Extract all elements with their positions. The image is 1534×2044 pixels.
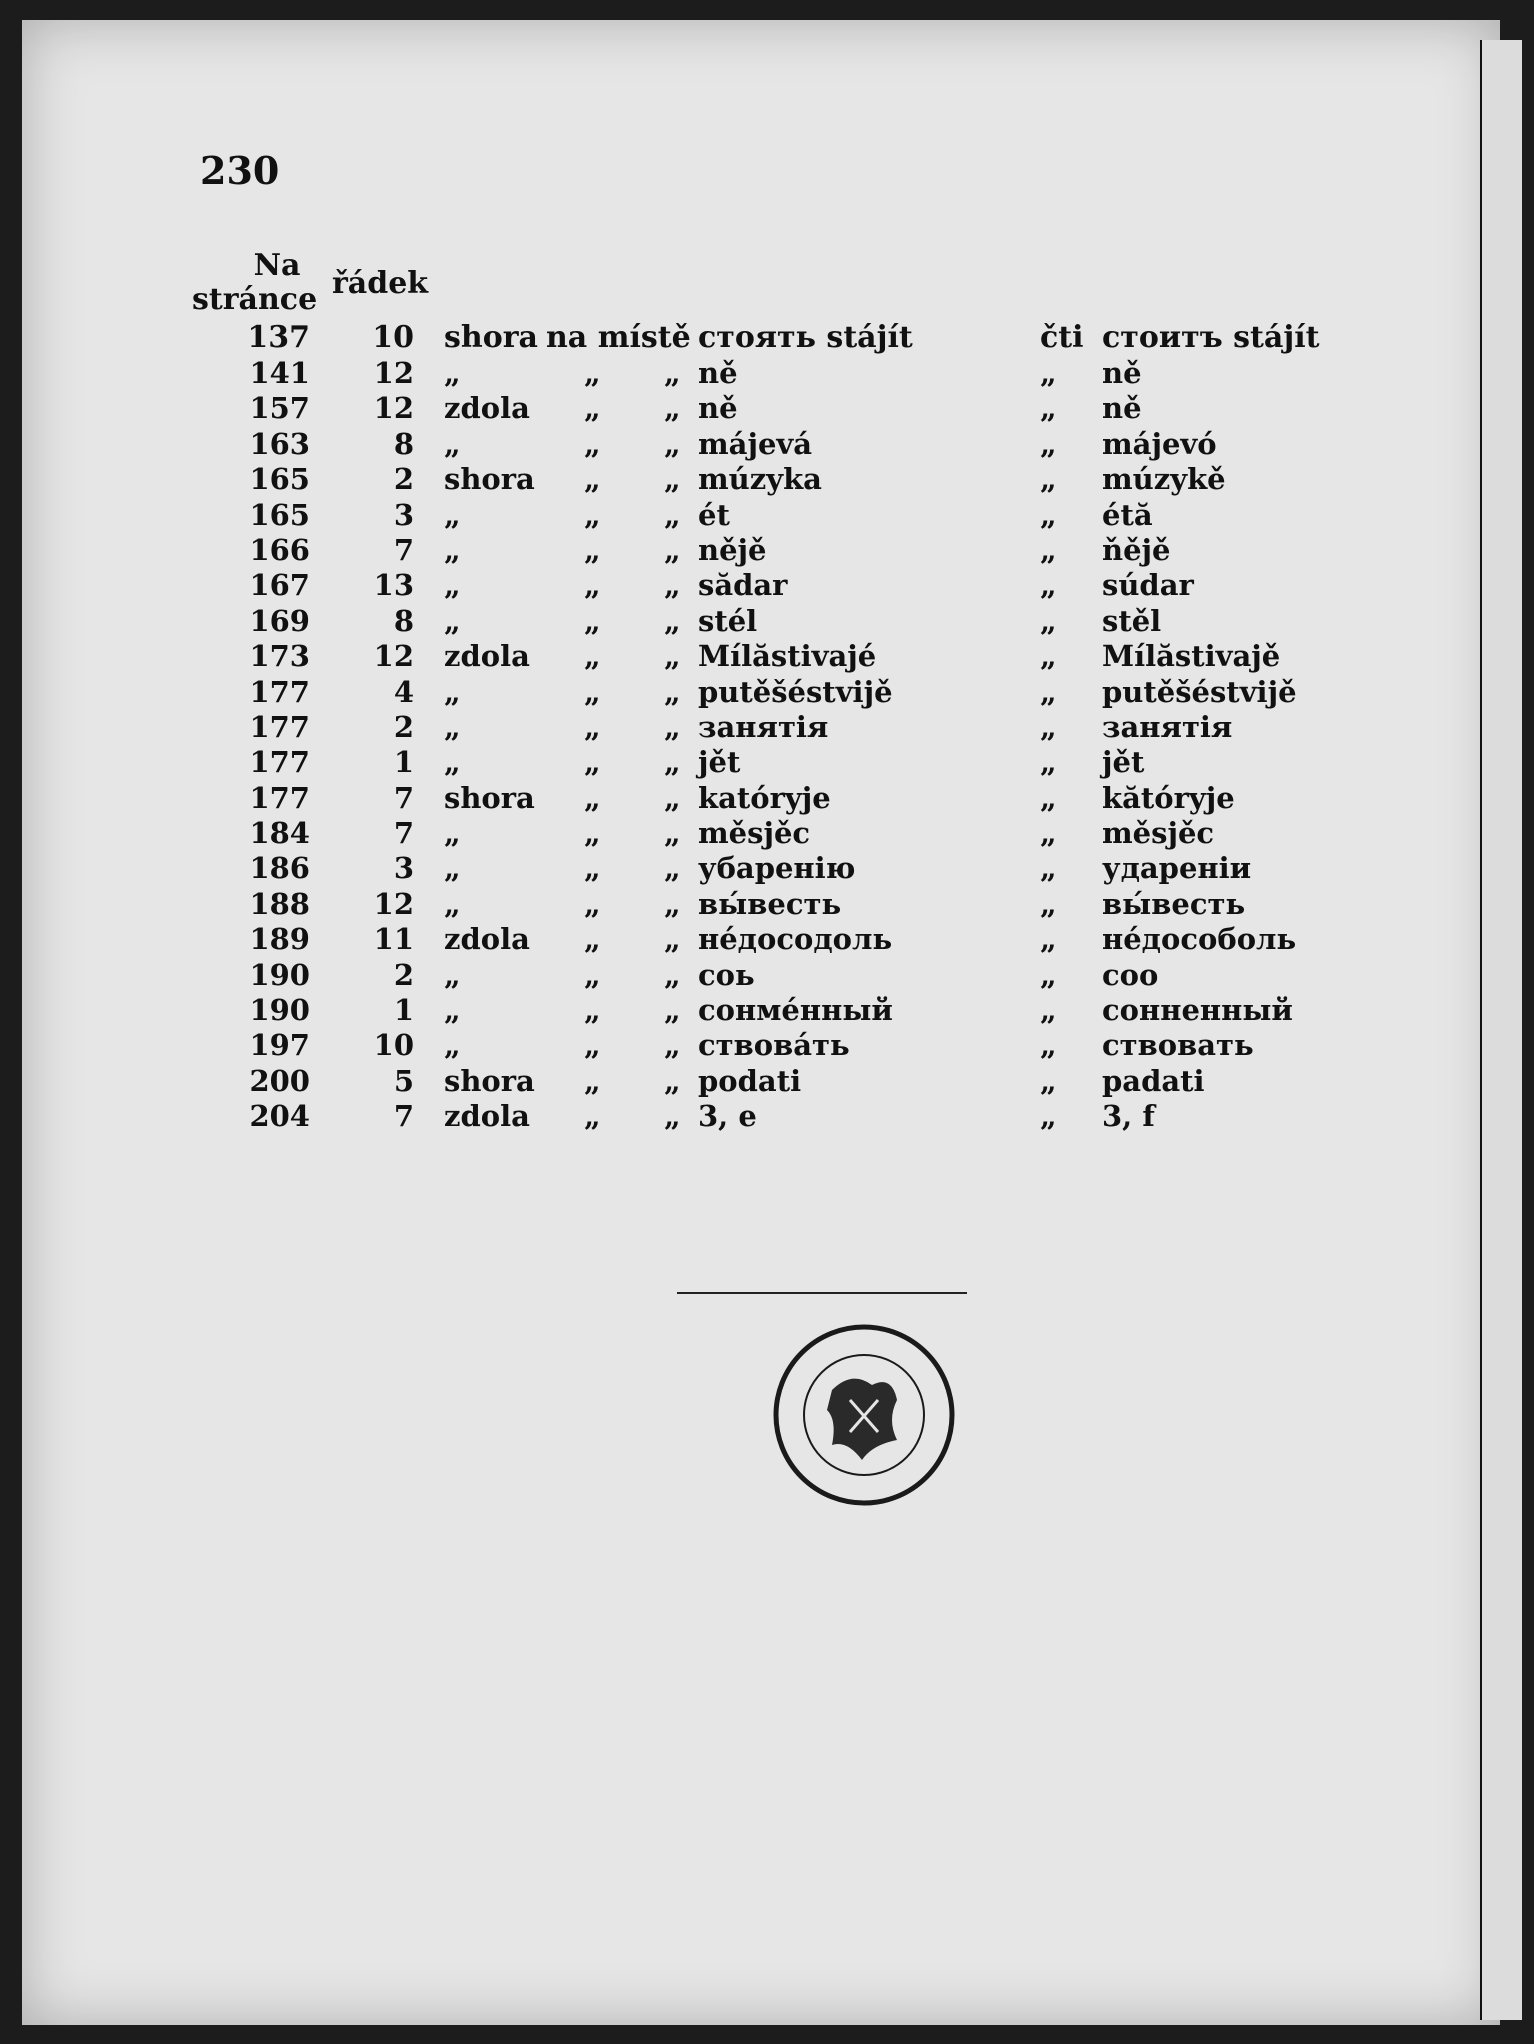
row-direction: „	[444, 603, 461, 638]
divider-rule	[677, 1292, 967, 1294]
row-page: 190	[249, 993, 310, 1028]
row-page: 165	[249, 462, 310, 497]
book-page	[22, 20, 1500, 2025]
row-direction: „	[444, 497, 461, 532]
row-line: 2	[393, 709, 414, 744]
row-read: „	[1040, 532, 1057, 567]
row-line: 7	[393, 1099, 414, 1134]
table-row	[22, 922, 1500, 957]
row-ditto-2: „	[664, 745, 681, 780]
row-ditto-1: „	[584, 957, 601, 992]
row-direction: zdola	[444, 639, 530, 674]
row-correct-text: 3, f	[1102, 1099, 1155, 1134]
table-row	[22, 356, 1500, 391]
row-ditto-1: „	[584, 851, 601, 886]
row-page: 190	[249, 957, 310, 992]
row-line: 5	[393, 1063, 414, 1098]
row-line: 8	[393, 426, 414, 461]
row-page: 157	[249, 391, 310, 426]
row-page: 197	[249, 1028, 310, 1063]
table-row	[22, 639, 1500, 674]
row-direction: „	[444, 568, 461, 603]
row-ditto-2: „	[664, 674, 681, 709]
table-row	[22, 533, 1500, 568]
row-ditto-2: „	[664, 780, 681, 815]
row-correct-text: нéдособоль	[1102, 922, 1297, 957]
row-page: 189	[249, 922, 310, 957]
row-ditto-1: „	[584, 603, 601, 638]
row-wrong-text: нéдосодоль	[698, 922, 893, 957]
row-wrong-text: убаренію	[698, 851, 856, 886]
table-row	[22, 816, 1500, 851]
library-stamp-icon	[762, 1320, 967, 1510]
row-ditto-2: „	[664, 639, 681, 674]
row-correct-text: súdar	[1102, 568, 1194, 603]
row-wrong-text: jět	[698, 745, 741, 780]
row-page: 186	[249, 851, 310, 886]
table-row	[22, 887, 1500, 922]
row-read: „	[1040, 603, 1057, 638]
row-direction: zdola	[444, 922, 530, 957]
row-page: 165	[249, 497, 310, 532]
row-correct-text: étă	[1102, 497, 1153, 532]
row-wrong-text: ně	[698, 391, 738, 426]
row-line: 4	[393, 674, 414, 709]
page-number: 230	[200, 148, 280, 193]
header-row-page: 137	[247, 320, 310, 355]
row-correct-text: ně	[1102, 391, 1142, 426]
row-page: 169	[249, 603, 310, 638]
row-wrong-text: měsjěc	[698, 816, 811, 851]
row-read: „	[1040, 639, 1057, 674]
row-read: „	[1040, 462, 1057, 497]
row-read: „	[1040, 780, 1057, 815]
row-direction: „	[444, 993, 461, 1028]
row-wrong-text: stél	[698, 603, 758, 638]
row-read: „	[1040, 568, 1057, 603]
row-correct-text: jět	[1102, 745, 1145, 780]
row-ditto-2: „	[664, 816, 681, 851]
row-read: „	[1040, 993, 1057, 1028]
header-direction: shora	[444, 320, 538, 355]
row-line: 12	[373, 356, 414, 390]
row-line: 3	[393, 851, 414, 886]
row-direction: „	[444, 532, 461, 567]
row-ditto-1: „	[584, 568, 601, 603]
row-read: „	[1040, 886, 1057, 921]
row-correct-text: занятія	[1102, 709, 1233, 744]
header-line: řádek	[332, 266, 429, 301]
row-correct-text: putěšéstvijě	[1102, 674, 1297, 709]
row-correct-text: ствовать	[1102, 1028, 1254, 1063]
row-correct-text: сонненный	[1102, 993, 1293, 1028]
row-direction: „	[444, 709, 461, 744]
row-read: „	[1040, 1099, 1057, 1134]
table-row	[22, 427, 1500, 462]
row-direction: „	[444, 816, 461, 851]
header-instead: na místě	[546, 320, 691, 355]
table-row	[22, 391, 1500, 426]
row-line: 13	[373, 568, 414, 603]
row-ditto-2: „	[664, 1028, 681, 1063]
row-page: 204	[249, 1099, 310, 1134]
row-page: 177	[249, 745, 310, 780]
row-ditto-2: „	[664, 993, 681, 1028]
row-ditto-2: „	[664, 497, 681, 532]
row-wrong-text: 3, e	[698, 1099, 757, 1134]
row-ditto-2: „	[664, 426, 681, 461]
row-page: 177	[249, 780, 310, 815]
row-correct-text: múzykě	[1102, 462, 1226, 497]
table-row	[22, 1064, 1500, 1099]
row-direction: „	[444, 851, 461, 886]
row-ditto-2: „	[664, 851, 681, 886]
row-wrong-text: Mílăstivajé	[698, 639, 877, 674]
row-ditto-2: „	[664, 568, 681, 603]
row-line: 10	[373, 1028, 414, 1063]
row-wrong-text: múzyka	[698, 462, 822, 497]
row-wrong-text: ně	[698, 356, 738, 390]
row-wrong-text: вы́весть	[698, 886, 842, 921]
row-ditto-2: „	[664, 462, 681, 497]
row-line: 1	[393, 993, 414, 1028]
row-wrong-text: ствова́ть	[698, 1028, 850, 1063]
row-read: „	[1040, 1028, 1057, 1063]
row-ditto-2: „	[664, 603, 681, 638]
row-read: „	[1040, 426, 1057, 461]
row-read: „	[1040, 851, 1057, 886]
row-direction: zdola	[444, 391, 530, 426]
table-row	[22, 851, 1500, 886]
table-row	[22, 675, 1500, 710]
header-read: čti	[1040, 320, 1084, 355]
row-wrong-text: nějě	[698, 532, 767, 567]
row-direction: „	[444, 1028, 461, 1063]
row-line: 7	[393, 780, 414, 815]
row-page: 177	[249, 709, 310, 744]
row-ditto-1: „	[584, 497, 601, 532]
header-page-line2: stránce	[192, 282, 318, 317]
row-correct-text: stěl	[1102, 603, 1162, 638]
row-wrong-text: sădar	[698, 568, 788, 603]
row-ditto-1: „	[584, 1099, 601, 1134]
row-page: 173	[249, 639, 310, 674]
table-row	[22, 604, 1500, 639]
row-page: 177	[249, 674, 310, 709]
row-read: „	[1040, 356, 1057, 390]
row-page: 167	[249, 568, 310, 603]
row-ditto-1: „	[584, 745, 601, 780]
row-ditto-1: „	[584, 391, 601, 426]
row-ditto-2: „	[664, 1063, 681, 1098]
row-line: 2	[393, 957, 414, 992]
table-row	[22, 568, 1500, 603]
row-direction: „	[444, 426, 461, 461]
header-wrong-text: стоять stájít	[698, 320, 913, 355]
row-ditto-1: „	[584, 993, 601, 1028]
row-correct-text: Mílăstivajě	[1102, 639, 1281, 674]
row-ditto-2: „	[664, 922, 681, 957]
row-ditto-1: „	[584, 922, 601, 957]
row-wrong-text: podati	[698, 1063, 802, 1098]
row-read: „	[1040, 745, 1057, 780]
row-line: 3	[393, 497, 414, 532]
row-ditto-1: „	[584, 532, 601, 567]
table-row	[22, 498, 1500, 533]
row-ditto-1: „	[584, 1063, 601, 1098]
row-read: „	[1040, 922, 1057, 957]
table-row	[22, 781, 1500, 816]
row-page: 141	[249, 356, 310, 390]
row-page: 188	[249, 886, 310, 921]
row-direction: shora	[444, 780, 535, 815]
row-page: 184	[249, 816, 310, 851]
row-page: 166	[249, 532, 310, 567]
row-page: 163	[249, 426, 310, 461]
row-ditto-1: „	[584, 780, 601, 815]
table-row	[22, 462, 1500, 497]
row-wrong-text: putěšéstvijě	[698, 674, 893, 709]
row-direction: „	[444, 745, 461, 780]
row-line: 7	[393, 532, 414, 567]
row-ditto-2: „	[664, 391, 681, 426]
row-direction: „	[444, 356, 461, 390]
row-ditto-1: „	[584, 356, 601, 390]
row-direction: zdola	[444, 1099, 530, 1134]
row-line: 7	[393, 816, 414, 851]
row-correct-text: kătóryje	[1102, 780, 1235, 815]
table-row	[22, 710, 1500, 745]
row-correct-text: вы́весть	[1102, 886, 1246, 921]
row-wrong-text: májevá	[698, 426, 813, 461]
row-correct-text: padati	[1102, 1063, 1205, 1098]
row-wrong-text: ét	[698, 497, 730, 532]
row-ditto-2: „	[664, 356, 681, 390]
row-ditto-1: „	[584, 639, 601, 674]
row-line: 12	[373, 391, 414, 426]
table-row	[22, 993, 1500, 1028]
row-read: „	[1040, 957, 1057, 992]
errata-table	[22, 356, 1500, 1135]
row-correct-text: májevó	[1102, 426, 1217, 461]
header-row-line: 10	[372, 320, 414, 355]
table-row	[22, 745, 1500, 780]
row-line: 11	[373, 922, 414, 957]
row-read: „	[1040, 816, 1057, 851]
row-read: „	[1040, 709, 1057, 744]
row-ditto-1: „	[584, 816, 601, 851]
row-correct-text: ně	[1102, 356, 1142, 390]
row-line: 1	[393, 745, 414, 780]
table-row	[22, 1099, 1500, 1134]
row-direction: „	[444, 957, 461, 992]
row-ditto-1: „	[584, 886, 601, 921]
row-wrong-text: сонме́нный	[698, 993, 893, 1028]
header-correct-text: стоитъ stájít	[1102, 320, 1320, 355]
row-ditto-1: „	[584, 674, 601, 709]
row-ditto-1: „	[584, 1028, 601, 1063]
row-wrong-text: katóryje	[698, 780, 831, 815]
row-ditto-1: „	[584, 426, 601, 461]
row-read: „	[1040, 674, 1057, 709]
row-direction: shora	[444, 1063, 535, 1098]
table-row	[22, 1028, 1500, 1063]
row-ditto-2: „	[664, 886, 681, 921]
row-read: „	[1040, 497, 1057, 532]
row-line: 12	[373, 639, 414, 674]
adjacent-page-edge	[1480, 40, 1522, 2020]
row-wrong-text: соь	[698, 957, 755, 992]
row-ditto-2: „	[664, 1099, 681, 1134]
row-direction: „	[444, 674, 461, 709]
row-ditto-2: „	[664, 957, 681, 992]
row-line: 8	[393, 603, 414, 638]
row-correct-text: ňějě	[1102, 532, 1171, 567]
row-direction: shora	[444, 462, 535, 497]
row-ditto-2: „	[664, 532, 681, 567]
row-ditto-1: „	[584, 462, 601, 497]
row-correct-text: соо	[1102, 957, 1159, 992]
row-read: „	[1040, 1063, 1057, 1098]
row-ditto-1: „	[584, 709, 601, 744]
row-wrong-text: занятія	[698, 709, 829, 744]
row-correct-text: měsjěc	[1102, 816, 1215, 851]
header-page-line1: Na	[253, 248, 301, 283]
table-row	[22, 958, 1500, 993]
row-read: „	[1040, 391, 1057, 426]
row-line: 12	[373, 886, 414, 921]
row-line: 2	[393, 462, 414, 497]
row-correct-text: ударенiи	[1102, 851, 1252, 886]
row-direction: „	[444, 886, 461, 921]
row-page: 200	[249, 1063, 310, 1098]
row-ditto-2: „	[664, 709, 681, 744]
